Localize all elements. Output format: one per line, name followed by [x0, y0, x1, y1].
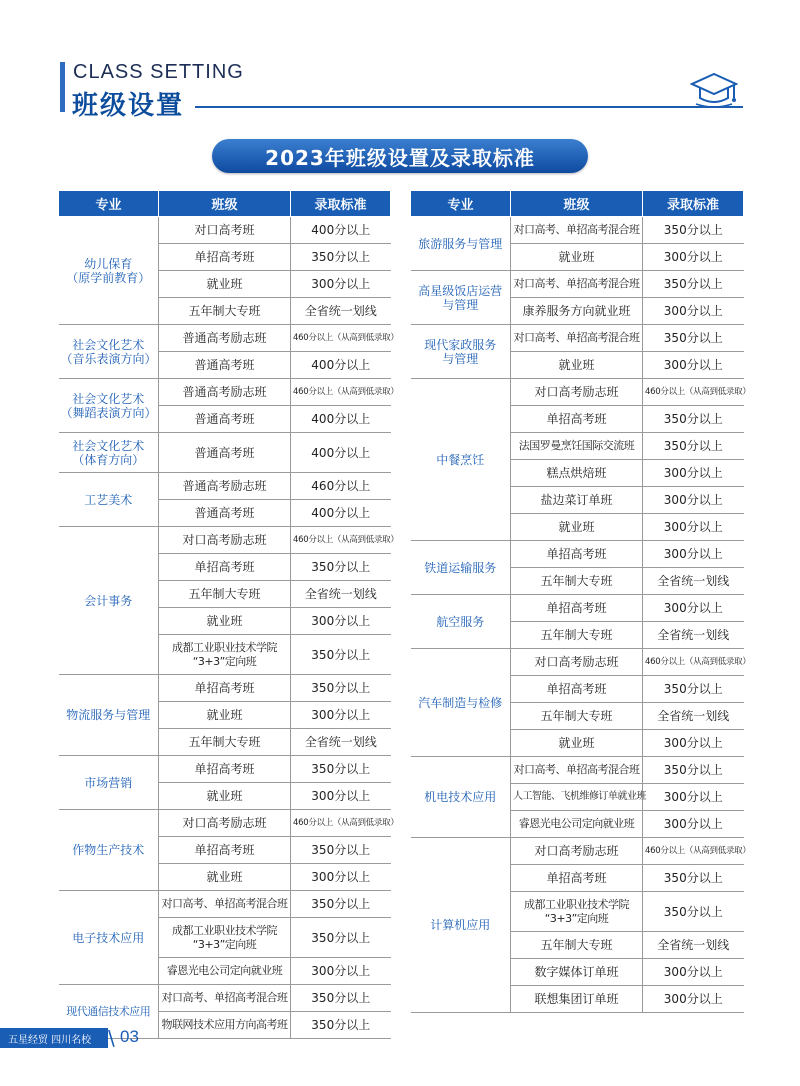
major-cell: 社会文化艺术 （舞蹈表演方向） — [59, 379, 159, 433]
banner-title: 2023年班级设置及录取标准 — [212, 139, 588, 173]
score-cell: 300分以上 — [643, 811, 744, 838]
score-cell: 300分以上 — [643, 784, 744, 811]
class-cell: 普通高考励志班 — [159, 379, 291, 406]
class-cell: 物联网技术应用方向高考班 — [159, 1012, 291, 1039]
table-row — [411, 757, 744, 784]
score-cell: 300分以上 — [643, 352, 744, 379]
class-cell: 单招高考班 — [511, 595, 643, 622]
score-cell: 300分以上 — [643, 514, 744, 541]
score-cell: 400分以上 — [291, 406, 391, 433]
footer-divider: \ — [108, 1026, 115, 1050]
major-cell: 航空服务 — [411, 595, 511, 649]
score-cell: 460分以上（从高到低录取） — [291, 810, 391, 837]
class-cell: 成都工业职业技术学院 “3+3”定向班 — [159, 635, 291, 675]
score-cell: 350分以上 — [291, 756, 391, 783]
class-cell: 五年制大专班 — [511, 568, 643, 595]
class-cell: 对口高考励志班 — [511, 379, 643, 406]
score-cell: 460分以上（从高到低录取） — [643, 379, 744, 406]
score-cell: 400分以上 — [291, 433, 391, 473]
score-cell: 350分以上 — [643, 271, 744, 298]
class-cell: 对口高考、单招高考混合班 — [511, 325, 643, 352]
score-cell: 300分以上 — [643, 487, 744, 514]
header-title-en: CLASS SETTING — [73, 61, 244, 83]
col-score-header: 录取标准 — [291, 191, 391, 217]
header-rule — [195, 106, 743, 108]
col-class-header: 班级 — [159, 191, 291, 217]
table-row — [59, 891, 391, 918]
class-cell: 数字媒体订单班 — [511, 959, 643, 986]
score-cell: 350分以上 — [291, 891, 391, 918]
table-row — [59, 379, 391, 406]
class-cell: 对口高考、单招高考混合班 — [511, 217, 643, 244]
score-cell: 350分以上 — [291, 985, 391, 1012]
table-row — [59, 325, 391, 352]
score-cell: 350分以上 — [643, 325, 744, 352]
score-cell: 300分以上 — [291, 608, 391, 635]
score-cell: 300分以上 — [643, 959, 744, 986]
table-row — [59, 985, 391, 1012]
score-cell: 300分以上 — [291, 958, 391, 985]
score-cell: 350分以上 — [643, 433, 744, 460]
class-cell: 就业班 — [159, 783, 291, 810]
score-cell: 460分以上（从高到低录取） — [643, 838, 744, 865]
score-cell: 460分以上（从高到低录取） — [291, 527, 391, 554]
score-cell: 全省统一划线 — [643, 703, 744, 730]
major-cell: 铁道运输服务 — [411, 541, 511, 595]
class-cell: 五年制大专班 — [159, 729, 291, 756]
table-row — [411, 595, 744, 622]
class-cell: 联想集团订单班 — [511, 986, 643, 1013]
score-cell: 300分以上 — [643, 986, 744, 1013]
class-cell: 普通高考班 — [159, 433, 291, 473]
class-cell: 单招高考班 — [159, 837, 291, 864]
header-accent-bar — [60, 62, 65, 112]
major-cell: 机电技术应用 — [411, 757, 511, 838]
class-cell: 就业班 — [159, 702, 291, 729]
class-cell: 对口高考励志班 — [511, 838, 643, 865]
footer-label: 五星经贸 四川名校 — [0, 1028, 108, 1048]
score-cell: 350分以上 — [291, 675, 391, 702]
class-cell: 糕点烘焙班 — [511, 460, 643, 487]
class-cell: 普通高考班 — [159, 500, 291, 527]
class-cell: 单招高考班 — [159, 554, 291, 581]
major-cell: 高星级饭店运营 与管理 — [411, 271, 511, 325]
class-cell: 对口高考、单招高考混合班 — [159, 891, 291, 918]
page-number: 03 — [120, 1027, 139, 1046]
major-cell: 中餐烹饪 — [411, 379, 511, 541]
class-cell: 对口高考励志班 — [511, 649, 643, 676]
score-cell: 全省统一划线 — [643, 622, 744, 649]
class-cell: 对口高考、单招高考混合班 — [511, 271, 643, 298]
score-cell: 460分以上（从高到低录取） — [291, 379, 391, 406]
table-row — [59, 675, 391, 702]
score-cell: 300分以上 — [643, 541, 744, 568]
class-cell: 对口高考励志班 — [159, 810, 291, 837]
major-cell: 作物生产技术 — [59, 810, 159, 891]
class-cell: 对口高考励志班 — [159, 527, 291, 554]
class-cell: 就业班 — [511, 730, 643, 757]
major-cell: 幼儿保育 （原学前教育） — [59, 217, 159, 325]
major-cell: 会计事务 — [59, 527, 159, 675]
score-cell: 350分以上 — [643, 892, 744, 932]
class-cell: 五年制大专班 — [511, 932, 643, 959]
class-cell: 单招高考班 — [511, 865, 643, 892]
score-cell: 400分以上 — [291, 352, 391, 379]
class-cell: 睿恩光电公司定向就业班 — [511, 811, 643, 838]
score-cell: 460分以上（从高到低录取） — [643, 649, 744, 676]
table-row — [411, 271, 744, 298]
table-row — [411, 217, 744, 244]
class-cell: 对口高考、单招高考混合班 — [511, 757, 643, 784]
major-cell: 社会文化艺术 （体育方向） — [59, 433, 159, 473]
table-row — [59, 756, 391, 783]
class-cell: 单招高考班 — [159, 675, 291, 702]
class-cell: 对口高考、单招高考混合班 — [159, 985, 291, 1012]
class-cell: 对口高考班 — [159, 217, 291, 244]
score-cell: 全省统一划线 — [643, 932, 744, 959]
score-cell: 350分以上 — [643, 406, 744, 433]
class-cell: 普通高考班 — [159, 406, 291, 433]
class-cell: 五年制大专班 — [159, 581, 291, 608]
table-row — [411, 379, 744, 406]
class-cell: 就业班 — [511, 244, 643, 271]
score-cell: 350分以上 — [291, 1012, 391, 1039]
score-cell: 300分以上 — [291, 783, 391, 810]
score-cell: 460分以上 — [291, 473, 391, 500]
class-cell: 法国罗曼烹饪国际交流班 — [511, 433, 643, 460]
score-cell: 300分以上 — [643, 244, 744, 271]
score-cell: 350分以上 — [291, 837, 391, 864]
class-cell: 就业班 — [159, 608, 291, 635]
score-cell: 350分以上 — [643, 676, 744, 703]
admission-table-right — [410, 190, 751, 1013]
class-cell: 五年制大专班 — [511, 703, 643, 730]
table-row — [59, 217, 391, 244]
table-row — [59, 810, 391, 837]
score-cell: 300分以上 — [291, 271, 391, 298]
table-row — [59, 433, 391, 473]
major-cell: 计算机应用 — [411, 838, 511, 1013]
col-major-header: 专业 — [59, 191, 159, 217]
score-cell: 全省统一划线 — [643, 568, 744, 595]
col-score-header: 录取标准 — [643, 191, 744, 217]
class-cell: 单招高考班 — [511, 541, 643, 568]
table-row — [59, 527, 391, 554]
class-cell: 五年制大专班 — [511, 622, 643, 649]
class-cell: 单招高考班 — [511, 676, 643, 703]
col-major-header: 专业 — [411, 191, 511, 217]
score-cell: 400分以上 — [291, 500, 391, 527]
class-cell: 人工智能、飞机维修订单就业班 — [511, 784, 643, 811]
class-cell: 普通高考励志班 — [159, 473, 291, 500]
score-cell: 全省统一划线 — [291, 298, 391, 325]
major-cell: 市场营销 — [59, 756, 159, 810]
score-cell: 350分以上 — [291, 918, 391, 958]
major-cell: 现代通信技术应用 — [59, 985, 159, 1039]
major-cell: 社会文化艺术 （音乐表演方向） — [59, 325, 159, 379]
major-cell: 现代家政服务 与管理 — [411, 325, 511, 379]
major-cell: 汽车制造与检修 — [411, 649, 511, 757]
header-title-cn: 班级设置 — [72, 91, 185, 121]
score-cell: 460分以上（从高到低录取） — [291, 325, 391, 352]
table-row — [411, 325, 744, 352]
class-cell: 单招高考班 — [159, 756, 291, 783]
major-cell: 工艺美术 — [59, 473, 159, 527]
class-cell: 普通高考班 — [159, 352, 291, 379]
class-cell: 成都工业职业技术学院 “3+3”定向班 — [159, 918, 291, 958]
table-header-row — [411, 191, 744, 217]
class-cell: 就业班 — [511, 352, 643, 379]
class-cell: 睿恩光电公司定向就业班 — [159, 958, 291, 985]
class-cell: 单招高考班 — [159, 244, 291, 271]
score-cell: 350分以上 — [291, 244, 391, 271]
graduation-cap-icon — [690, 72, 738, 110]
major-cell: 物流服务与管理 — [59, 675, 159, 756]
major-cell: 旅游服务与管理 — [411, 217, 511, 271]
score-cell: 300分以上 — [643, 460, 744, 487]
score-cell: 300分以上 — [643, 730, 744, 757]
class-cell: 就业班 — [159, 271, 291, 298]
table-row — [59, 473, 391, 500]
class-cell: 就业班 — [511, 514, 643, 541]
score-cell: 300分以上 — [643, 298, 744, 325]
score-cell: 350分以上 — [643, 865, 744, 892]
class-cell: 盐边菜订单班 — [511, 487, 643, 514]
table-header-row — [59, 191, 391, 217]
table-row — [411, 649, 744, 676]
score-cell: 300分以上 — [291, 864, 391, 891]
class-cell: 五年制大专班 — [159, 298, 291, 325]
admission-table-left — [58, 190, 399, 1039]
class-cell: 普通高考励志班 — [159, 325, 291, 352]
major-cell: 电子技术应用 — [59, 891, 159, 985]
class-cell: 康养服务方向就业班 — [511, 298, 643, 325]
score-cell: 400分以上 — [291, 217, 391, 244]
score-cell: 350分以上 — [291, 635, 391, 675]
class-cell: 单招高考班 — [511, 406, 643, 433]
score-cell: 300分以上 — [291, 702, 391, 729]
class-cell: 就业班 — [159, 864, 291, 891]
table-row — [411, 838, 744, 865]
score-cell: 300分以上 — [643, 595, 744, 622]
class-cell: 成都工业职业技术学院 “3+3”定向班 — [511, 892, 643, 932]
score-cell: 350分以上 — [291, 554, 391, 581]
table-row — [411, 541, 744, 568]
score-cell: 350分以上 — [643, 217, 744, 244]
score-cell: 350分以上 — [643, 757, 744, 784]
col-class-header: 班级 — [511, 191, 643, 217]
score-cell: 全省统一划线 — [291, 581, 391, 608]
score-cell: 全省统一划线 — [291, 729, 391, 756]
